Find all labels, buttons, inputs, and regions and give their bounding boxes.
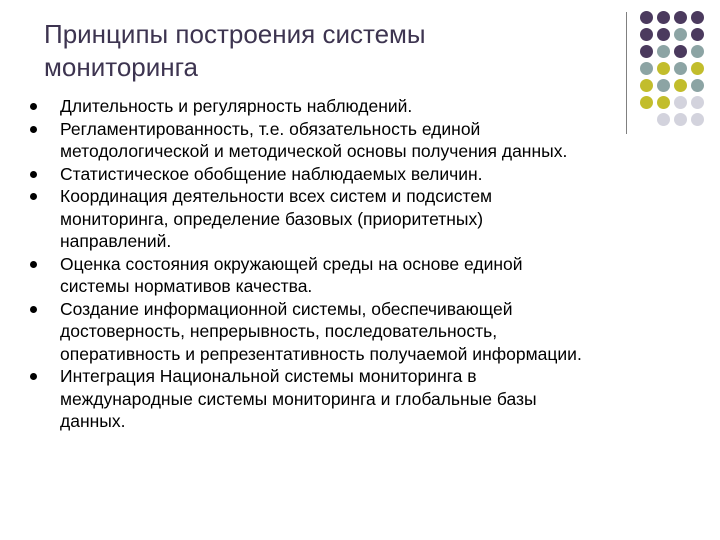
decor-dot: [674, 62, 687, 75]
decor-dot: [640, 11, 653, 24]
bullet-dot-icon: [30, 193, 37, 200]
bullet-text: Оценка состояния окружающей среды на основе единой системы нормативов качества.: [60, 253, 523, 296]
decor-dot: [657, 45, 670, 58]
decor-dot: [674, 45, 687, 58]
decor-dot: [640, 45, 653, 58]
bullet-item: [0, 365, 700, 433]
bullet-list: [0, 95, 720, 433]
bullet-dot-icon: [30, 103, 37, 110]
decor-dot: [640, 62, 653, 75]
decor-dot: [657, 79, 670, 92]
decor-dot: [691, 28, 704, 41]
bullet-item: [0, 185, 700, 253]
decor-dot: [674, 79, 687, 92]
bullet-dot-icon: [30, 306, 37, 313]
bullet-dot-icon: [30, 261, 37, 268]
bullet-text: Координация деятельности всех систем и подсистем мониторинга, определение базовых (приоритетных) направлений.: [60, 186, 493, 251]
bullet-item: [0, 298, 700, 366]
bullet-dot-icon: [30, 171, 37, 178]
bullet-item: [0, 118, 700, 163]
bullet-item: [0, 253, 700, 298]
decor-dot: [691, 79, 704, 92]
bullet-item: [0, 95, 700, 118]
decor-dot: [691, 11, 704, 24]
decor-dot: [691, 45, 704, 58]
decor-dot: [640, 28, 653, 41]
decor-dot: [674, 28, 687, 41]
decor-dot: [640, 79, 653, 92]
slide-title: Принципы построения системы мониторинга: [44, 19, 426, 82]
bullet-text: Статистическое обобщение наблюдаемых величин.: [60, 163, 483, 184]
bullet-item: [0, 163, 700, 186]
bullet-text: Регламентированность, т.е. обязательность единой методологической и методической основы получения данных.: [60, 118, 568, 161]
bullet-text: Длительность и регулярность наблюдений.: [60, 96, 413, 116]
decor-dot: [657, 11, 670, 24]
decor-dot: [691, 62, 704, 75]
decor-dot: [657, 28, 670, 41]
bullet-dot-icon: [30, 126, 37, 133]
bullet-dot-icon: [30, 373, 37, 380]
decor-dot: [674, 11, 687, 24]
decor-dot: [657, 62, 670, 75]
bullet-text: Интеграция Национальной системы мониторинга в международные системы мониторинга и глобальные базы данных.: [60, 366, 537, 431]
bullet-text: Создание информационной системы, обеспечивающей достоверность, непрерывность, последовательность, оперативность и репрезентативность получаемой информации.: [60, 298, 582, 364]
